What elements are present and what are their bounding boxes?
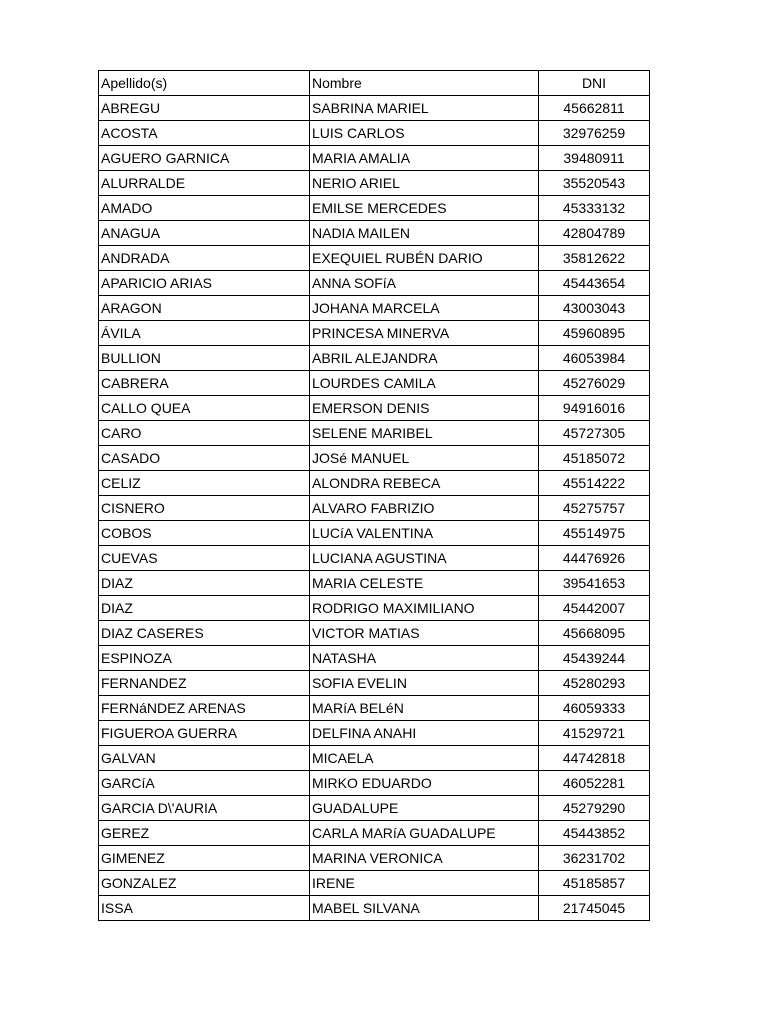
cell-nombre: LUCíA VALENTINA	[310, 521, 539, 546]
cell-apellido: COBOS	[99, 521, 310, 546]
table-row	[99, 746, 650, 771]
cell-nombre: MARIA AMALIA	[310, 146, 539, 171]
cell-dni: 45439244	[539, 646, 650, 671]
cell-apellido: AMADO	[99, 196, 310, 221]
cell-nombre: LUCIANA AGUSTINA	[310, 546, 539, 571]
header-nombre: Nombre	[310, 71, 539, 96]
cell-nombre: NATASHA	[310, 646, 539, 671]
table-row	[99, 396, 650, 421]
table-row	[99, 346, 650, 371]
cell-nombre: LUIS CARLOS	[310, 121, 539, 146]
cell-apellido: DIAZ	[99, 596, 310, 621]
table-row	[99, 896, 650, 921]
cell-nombre: MARINA VERONICA	[310, 846, 539, 871]
table-row	[99, 321, 650, 346]
table-body	[99, 96, 650, 921]
cell-dni: 39480911	[539, 146, 650, 171]
cell-apellido: ALURRALDE	[99, 171, 310, 196]
cell-apellido: ÁVILA	[99, 321, 310, 346]
cell-dni: 45275757	[539, 496, 650, 521]
cell-apellido: GARCIA D\'AURIA	[99, 796, 310, 821]
cell-nombre: MABEL SILVANA	[310, 896, 539, 921]
cell-dni: 46052281	[539, 771, 650, 796]
cell-apellido: GARCíA	[99, 771, 310, 796]
cell-nombre: GUADALUPE	[310, 796, 539, 821]
cell-nombre: SOFIA EVELIN	[310, 671, 539, 696]
cell-apellido: ANDRADA	[99, 246, 310, 271]
cell-dni: 35812622	[539, 246, 650, 271]
cell-apellido: CALLO QUEA	[99, 396, 310, 421]
cell-dni: 39541653	[539, 571, 650, 596]
cell-dni: 36231702	[539, 846, 650, 871]
table-row	[99, 296, 650, 321]
cell-dni: 32976259	[539, 121, 650, 146]
header-dni: DNI	[539, 71, 650, 96]
cell-apellido: DIAZ	[99, 571, 310, 596]
cell-dni: 45960895	[539, 321, 650, 346]
table-row	[99, 771, 650, 796]
cell-apellido: ANAGUA	[99, 221, 310, 246]
cell-apellido: DIAZ CASERES	[99, 621, 310, 646]
table-row	[99, 121, 650, 146]
roster-table	[98, 70, 650, 921]
cell-apellido: CISNERO	[99, 496, 310, 521]
table-row	[99, 846, 650, 871]
table-row	[99, 496, 650, 521]
cell-dni: 45280293	[539, 671, 650, 696]
table-row	[99, 821, 650, 846]
table-row	[99, 96, 650, 121]
cell-nombre: EXEQUIEL RUBÉN DARIO	[310, 246, 539, 271]
cell-nombre: SELENE MARIBEL	[310, 421, 539, 446]
cell-dni: 45185072	[539, 446, 650, 471]
table-row	[99, 546, 650, 571]
cell-dni: 45276029	[539, 371, 650, 396]
cell-nombre: ALVARO FABRIZIO	[310, 496, 539, 521]
cell-apellido: ABREGU	[99, 96, 310, 121]
cell-apellido: CABRERA	[99, 371, 310, 396]
cell-nombre: VICTOR MATIAS	[310, 621, 539, 646]
cell-apellido: CARO	[99, 421, 310, 446]
cell-dni: 44742818	[539, 746, 650, 771]
cell-apellido: BULLION	[99, 346, 310, 371]
cell-nombre: MARíA BELéN	[310, 696, 539, 721]
cell-dni: 44476926	[539, 546, 650, 571]
cell-dni: 45668095	[539, 621, 650, 646]
table-row	[99, 871, 650, 896]
table-header	[99, 71, 650, 96]
cell-nombre: EMERSON DENIS	[310, 396, 539, 421]
table-row	[99, 271, 650, 296]
cell-apellido: GONZALEZ	[99, 871, 310, 896]
cell-dni: 45727305	[539, 421, 650, 446]
cell-dni: 45514222	[539, 471, 650, 496]
cell-apellido: GIMENEZ	[99, 846, 310, 871]
cell-dni: 45333132	[539, 196, 650, 221]
cell-apellido: FERNáNDEZ ARENAS	[99, 696, 310, 721]
table-row	[99, 446, 650, 471]
cell-apellido: CUEVAS	[99, 546, 310, 571]
table-row	[99, 221, 650, 246]
cell-apellido: FIGUEROA GUERRA	[99, 721, 310, 746]
cell-dni: 41529721	[539, 721, 650, 746]
cell-apellido: GEREZ	[99, 821, 310, 846]
cell-nombre: MARIA CELESTE	[310, 571, 539, 596]
cell-dni: 45514975	[539, 521, 650, 546]
cell-dni: 35520543	[539, 171, 650, 196]
cell-nombre: PRINCESA MINERVA	[310, 321, 539, 346]
cell-dni: 42804789	[539, 221, 650, 246]
table-row	[99, 596, 650, 621]
cell-dni: 21745045	[539, 896, 650, 921]
table-row	[99, 421, 650, 446]
table-row	[99, 521, 650, 546]
cell-apellido: GALVAN	[99, 746, 310, 771]
cell-apellido: CELIZ	[99, 471, 310, 496]
header-apellido: Apellido(s)	[99, 71, 310, 96]
cell-nombre: CARLA MARíA GUADALUPE	[310, 821, 539, 846]
cell-apellido: FERNANDEZ	[99, 671, 310, 696]
cell-nombre: LOURDES CAMILA	[310, 371, 539, 396]
cell-nombre: ANNA SOFíA	[310, 271, 539, 296]
cell-nombre: NERIO ARIEL	[310, 171, 539, 196]
cell-nombre: NADIA MAILEN	[310, 221, 539, 246]
cell-nombre: MIRKO EDUARDO	[310, 771, 539, 796]
cell-nombre: JOHANA MARCELA	[310, 296, 539, 321]
cell-apellido: ARAGON	[99, 296, 310, 321]
cell-nombre: JOSé MANUEL	[310, 446, 539, 471]
table-row	[99, 621, 650, 646]
cell-nombre: RODRIGO MAXIMILIANO	[310, 596, 539, 621]
table-row	[99, 671, 650, 696]
cell-apellido: ACOSTA	[99, 121, 310, 146]
cell-apellido: AGUERO GARNICA	[99, 146, 310, 171]
cell-dni: 45443654	[539, 271, 650, 296]
table-row	[99, 646, 650, 671]
table-row	[99, 471, 650, 496]
cell-dni: 46059333	[539, 696, 650, 721]
table-row	[99, 796, 650, 821]
table-row	[99, 721, 650, 746]
table-row	[99, 571, 650, 596]
header-row	[99, 71, 650, 96]
cell-nombre: ABRIL ALEJANDRA	[310, 346, 539, 371]
cell-nombre: MICAELA	[310, 746, 539, 771]
cell-nombre: SABRINA MARIEL	[310, 96, 539, 121]
cell-nombre: EMILSE MERCEDES	[310, 196, 539, 221]
cell-apellido: CASADO	[99, 446, 310, 471]
table-row	[99, 246, 650, 271]
cell-dni: 94916016	[539, 396, 650, 421]
table-row	[99, 696, 650, 721]
cell-dni: 43003043	[539, 296, 650, 321]
cell-dni: 45662811	[539, 96, 650, 121]
cell-nombre: IRENE	[310, 871, 539, 896]
cell-dni: 45185857	[539, 871, 650, 896]
cell-dni: 45443852	[539, 821, 650, 846]
cell-dni: 45442007	[539, 596, 650, 621]
cell-apellido: ISSA	[99, 896, 310, 921]
table-row	[99, 146, 650, 171]
cell-apellido: ESPINOZA	[99, 646, 310, 671]
table-row	[99, 196, 650, 221]
cell-apellido: APARICIO ARIAS	[99, 271, 310, 296]
cell-dni: 45279290	[539, 796, 650, 821]
table-row	[99, 371, 650, 396]
cell-nombre: DELFINA ANAHI	[310, 721, 539, 746]
cell-nombre: ALONDRA REBECA	[310, 471, 539, 496]
cell-dni: 46053984	[539, 346, 650, 371]
table-row	[99, 171, 650, 196]
